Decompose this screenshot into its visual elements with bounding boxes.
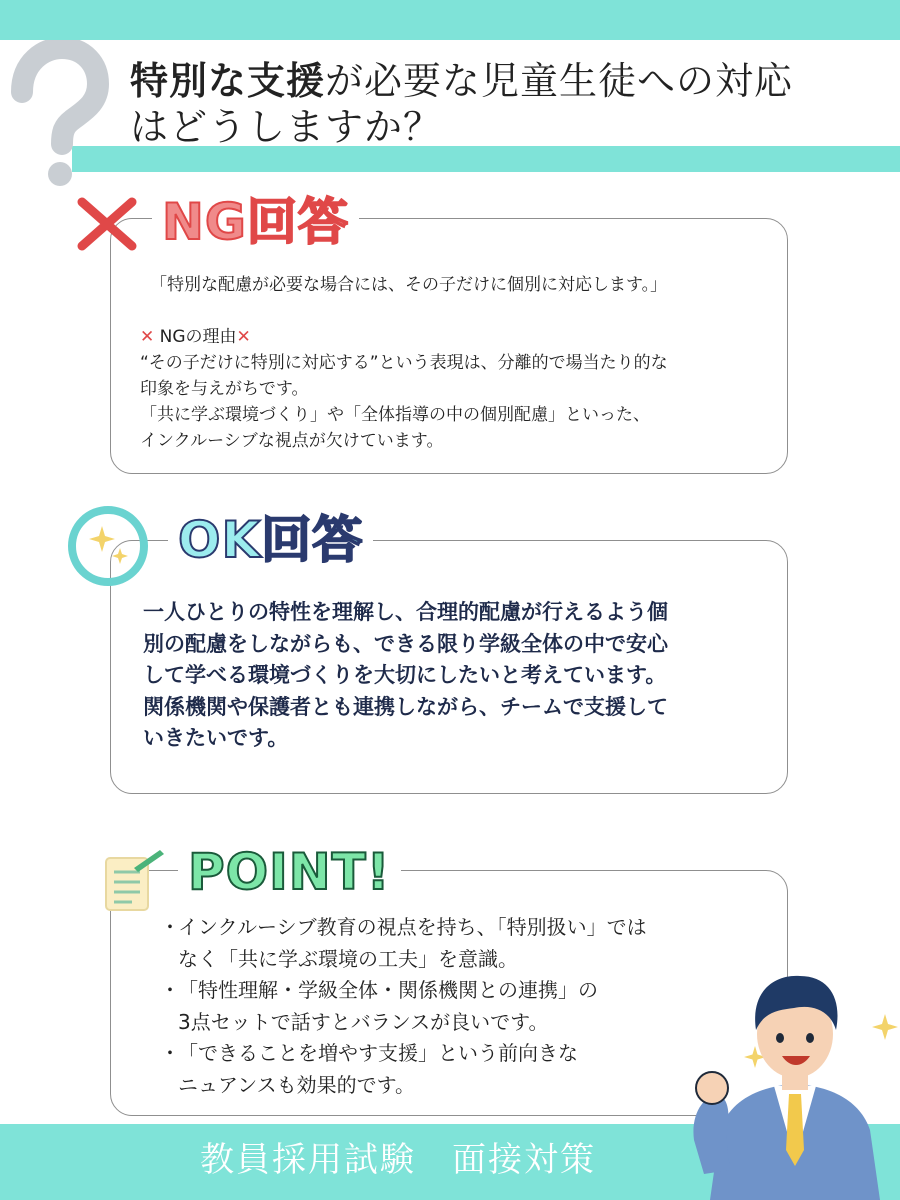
point-line: 「特性理解・学級全体・関係機関との連携」の: [178, 978, 598, 1002]
point-line: ニュアンスも効果的です。: [178, 1072, 415, 1097]
point-list-item: [160, 1038, 760, 1101]
ng-quote: 「特別な配慮が必要な場合には、その子だけに個別に対応します。」: [150, 275, 668, 295]
point-heading: POINT!: [178, 842, 401, 902]
point-list: [160, 912, 760, 1101]
ng-reason-line: 印象を与えがちです。: [140, 379, 309, 399]
small-x-icon: ✕: [140, 327, 155, 347]
bullet: ・: [160, 915, 180, 939]
ng-reason-line: “その子だけに特別に対応する”という表現は、分離的で場当たり的な: [140, 353, 668, 373]
ng-reason-line: インクルーシブな視点が欠けています。: [140, 431, 444, 451]
ng-reason-title: NGの理由: [159, 327, 237, 347]
ng-reason-title-row: [140, 324, 770, 350]
question-mark-icon: [0, 40, 120, 190]
small-x-icon: ✕: [236, 327, 251, 347]
bullet: ・: [160, 978, 180, 1002]
ok-line: 関係機関や保護者とも連携しながら、チームで支援して: [143, 694, 668, 719]
title-line1-rest: が必要な児童生徒への対応: [325, 59, 794, 103]
point-list-item: [160, 975, 760, 1038]
ok-line: 一人ひとりの特性を理解し、合理的配慮が行えるよう個: [143, 600, 668, 624]
point-line: 「できることを増やす支援」という前向きな: [178, 1041, 578, 1065]
title-line2: はどうしますか？: [130, 105, 443, 149]
ng-heading: NG回答: [152, 192, 359, 252]
ok-heading: OK回答: [168, 510, 373, 570]
point-line: 3点セットで話すとバランスが良いです。: [178, 1009, 549, 1034]
ok-line: 別の配慮をしながらも、できる限り学級全体の中で安心: [143, 631, 668, 656]
top-accent-bar: [0, 0, 900, 40]
ng-body: [140, 272, 770, 454]
point-list-item: [160, 912, 760, 975]
page-title: [130, 58, 890, 150]
ok-body: [143, 597, 753, 755]
title-highlight: 特別な支援: [130, 59, 326, 103]
point-line: インクルーシブ教育の視点を持ち、「特別扱い」では: [178, 915, 647, 939]
ok-line: して学べる環境づくりを大切にしたいと考えています。: [143, 663, 667, 687]
clipboard-pen-icon: [100, 848, 166, 914]
point-line: なく「共に学ぶ環境の工夫」を意識。: [178, 946, 518, 971]
footer-label: 教員採用試験 面接対策: [200, 1140, 596, 1180]
ok-line: いきたいです。: [143, 726, 289, 750]
red-x-icon: [74, 196, 140, 252]
sparkle-circle-icon: [66, 504, 150, 588]
businessman-illustration: [690, 960, 900, 1200]
ng-reason-line: 「共に学ぶ環境づくり」や「全体指導の中の個別配慮」といった、: [140, 405, 650, 425]
bullet: ・: [160, 1041, 180, 1065]
